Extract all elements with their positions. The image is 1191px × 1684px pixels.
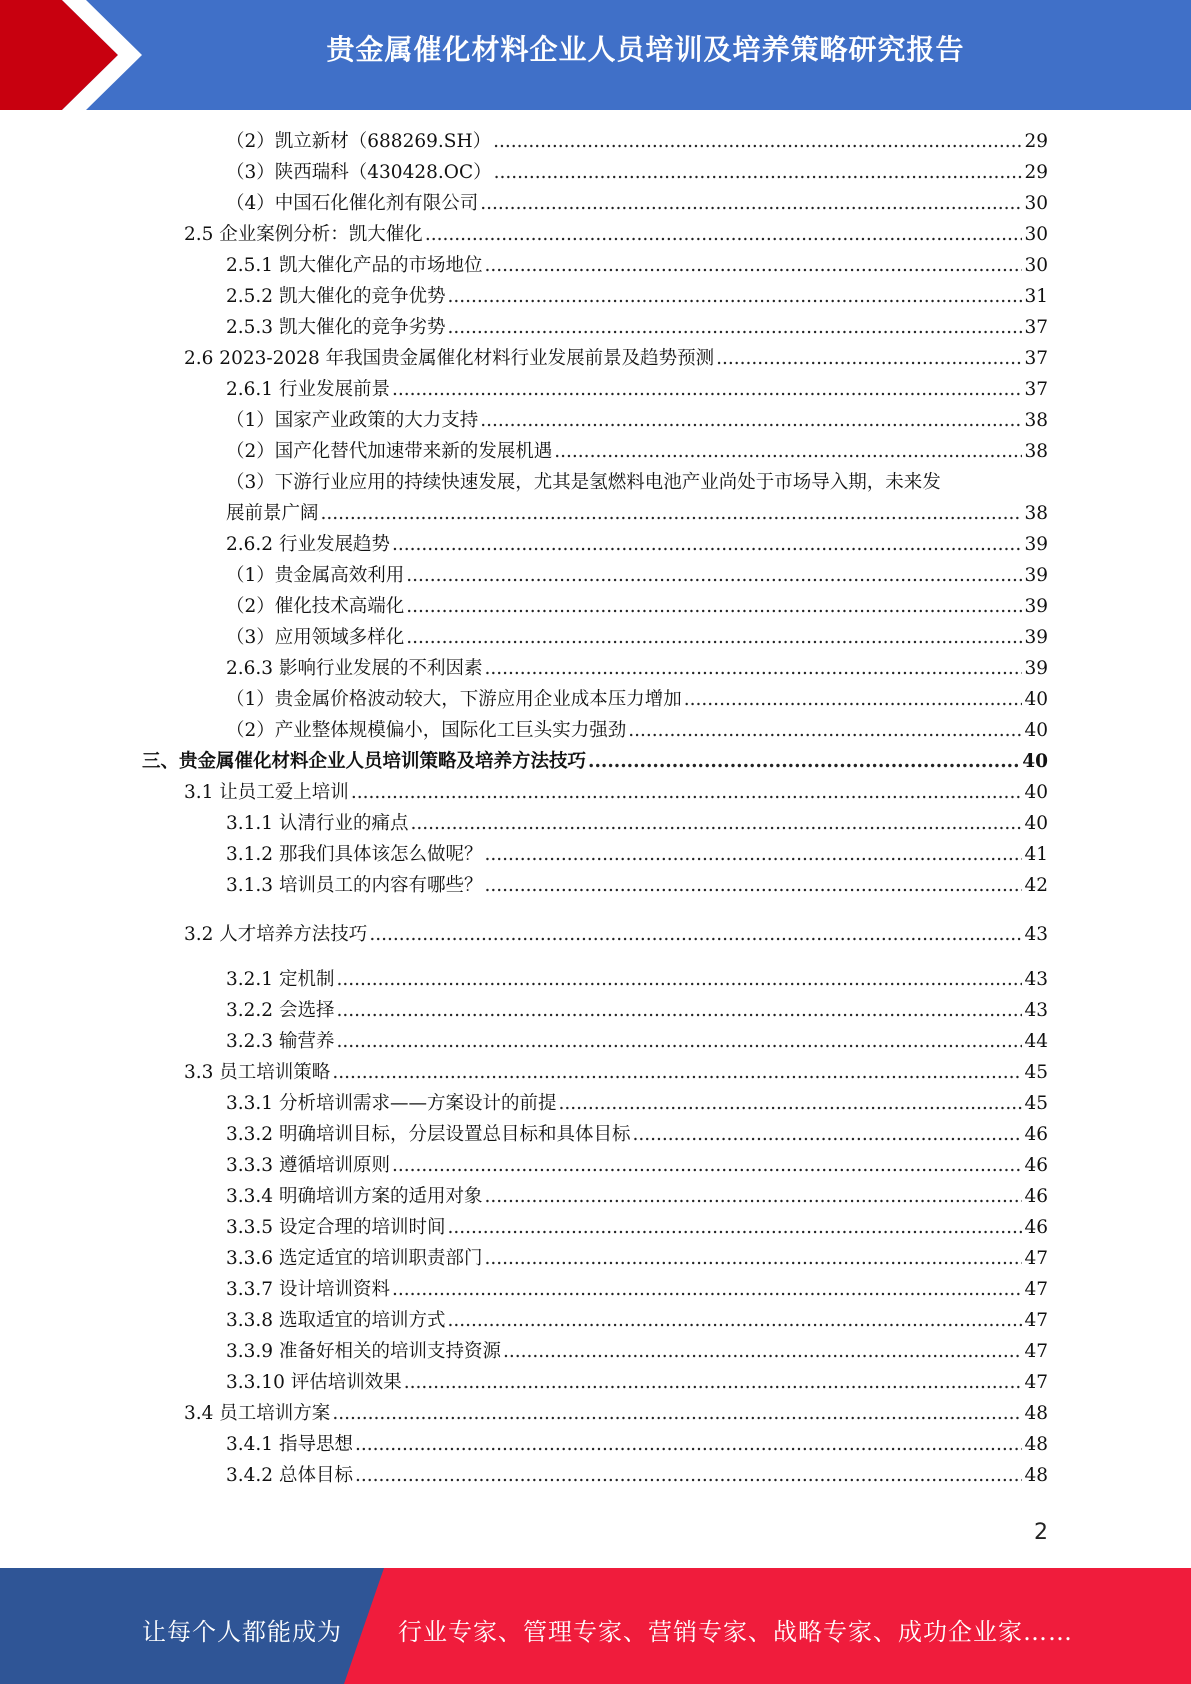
toc-entry[interactable]: （4）中国石化催化剂有限公司 ..... 30 — [226, 192, 1048, 216]
footer-slogan-left: 让每个人都能成为 — [142, 1618, 342, 1646]
toc-entry[interactable]: 2.5 企业案例分析：凯大催化 ..... 30 — [184, 223, 1048, 247]
toc-entry[interactable]: 3.4.2 总体目标 ..... 48 — [226, 1464, 1048, 1488]
page-header — [0, 0, 1191, 110]
toc-leader — [406, 564, 1022, 588]
toc-leader — [321, 502, 1023, 526]
toc-entry[interactable]: （2）产业整体规模偏小，国际化工巨头实力强劲 ..... 40 — [226, 719, 1048, 743]
toc-entry[interactable]: 3.3.7 设计培训资料 ..... 47 — [226, 1278, 1048, 1302]
toc-leader — [336, 968, 1022, 992]
toc-entry[interactable]: 3.3.3 遵循培训原则 ..... 46 — [226, 1154, 1048, 1178]
toc-entry[interactable]: （3）陕西瑞科（430428.OC） ..... 29 — [226, 161, 1048, 185]
toc-leader — [336, 999, 1022, 1023]
page-footer — [0, 1568, 1191, 1684]
toc-entry[interactable]: 2.6.2 行业发展趋势 ..... 39 — [226, 533, 1048, 557]
toc-entry[interactable]: 2.5.1 凯大催化产品的市场地位 ..... 30 — [226, 254, 1048, 278]
toc-entry[interactable]: （1）贵金属价格波动较大，下游应用企业成本压力增加 ..... 40 — [226, 688, 1048, 712]
toc-leader — [336, 1030, 1022, 1054]
toc-leader — [355, 1464, 1023, 1488]
toc-entry[interactable]: 3.3.4 明确培训方案的适用对象 ..... 46 — [226, 1185, 1048, 1209]
toc-leader — [392, 1154, 1022, 1178]
toc-leader — [484, 874, 1022, 898]
toc-leader — [632, 1123, 1022, 1147]
toc-entry[interactable]: 3.3.1 分析培训需求——方案设计的前提 ..... 45 — [226, 1092, 1048, 1116]
toc-leader — [484, 1185, 1022, 1209]
footer-slogan-right: 行业专家、管理专家、营销专家、战略专家、成功企业家…… — [398, 1618, 1073, 1646]
toc-leader — [554, 440, 1022, 464]
toc-leader — [484, 657, 1022, 681]
toc-leader — [588, 750, 1020, 774]
toc-leader — [392, 1278, 1022, 1302]
toc-entry[interactable]: 2.5.2 凯大催化的竞争优势 ..... 31 — [226, 285, 1048, 309]
toc-leader — [494, 161, 1023, 185]
toc-leader — [447, 316, 1022, 340]
toc-leader — [447, 1216, 1022, 1240]
toc-leader — [484, 1247, 1022, 1271]
toc-leader — [406, 595, 1022, 619]
toc-leader — [684, 688, 1023, 712]
toc-entry[interactable]: 3.2.2 会选择 ..... 43 — [226, 999, 1048, 1023]
toc-entry[interactable]: （2）国产化替代加速带来新的发展机遇 ..... 38 — [226, 440, 1048, 464]
toc-leader — [425, 223, 1023, 247]
toc-entry[interactable]: 3.3.8 选取适宜的培训方式 ..... 47 — [226, 1309, 1048, 1333]
toc-entry[interactable]: 3.1.1 认清行业的痛点 ..... 40 — [226, 812, 1048, 836]
toc-entry-first-line[interactable]: （3）下游行业应用的持续快速发展，尤其是氢燃料电池产业尚处于市场导入期，未来发 — [226, 472, 941, 493]
toc-leader — [447, 1309, 1022, 1333]
toc-leader — [404, 1371, 1023, 1395]
toc-leader — [484, 843, 1022, 867]
toc-entry[interactable]: （2）凯立新材（688269.SH） ..... 29 — [226, 130, 1048, 154]
toc-entry[interactable]: （3）应用领域多样化 ..... 39 — [226, 626, 1048, 650]
toc-leader — [369, 923, 1022, 947]
toc-entry[interactable]: （1）国家产业政策的大力支持 ..... 38 — [226, 409, 1048, 433]
toc-entry[interactable]: 3.3 员工培训策略 ..... 45 — [184, 1061, 1048, 1085]
toc-leader — [628, 719, 1022, 743]
toc-leader — [332, 1061, 1022, 1085]
report-title: 贵金属催化材料企业人员培训及培养策略研究报告 — [326, 33, 965, 66]
toc-leader — [447, 285, 1022, 309]
toc-entry[interactable]: 3.3.9 准备好相关的培训支持资源 ..... 47 — [226, 1340, 1048, 1364]
toc-entry[interactable]: 3.3.10 评估培训效果 ..... 47 — [226, 1371, 1048, 1395]
toc-leader — [480, 409, 1022, 433]
toc-entry[interactable]: 3.2 人才培养方法技巧 ..... 43 — [184, 923, 1048, 947]
toc-leader — [493, 130, 1022, 154]
toc-entry[interactable]: 2.6.3 影响行业发展的不利因素 ..... 39 — [226, 657, 1048, 681]
toc-entry[interactable]: 展前景广阔 ..... 38 — [226, 502, 1048, 526]
toc-entry[interactable]: 2.5.3 凯大催化的竞争劣势 ..... 37 — [226, 316, 1048, 340]
toc-entry[interactable]: 3.3.5 设定合理的培训时间 ..... 46 — [226, 1216, 1048, 1240]
page-number: 2 — [1034, 1520, 1048, 1545]
toc-leader — [406, 626, 1022, 650]
toc-leader — [392, 533, 1022, 557]
toc-leader — [355, 1433, 1023, 1457]
toc-entry[interactable]: 3.1.2 那我们具体该怎么做呢？ ..... 41 — [226, 843, 1048, 867]
toc-leader — [503, 1340, 1022, 1364]
toc-leader — [716, 347, 1022, 371]
toc-entry[interactable]: 3.1.3 培训员工的内容有哪些？ ..... 42 — [226, 874, 1048, 898]
toc-leader — [484, 254, 1022, 278]
toc-entry[interactable]: 2.6.1 行业发展前景 ..... 37 — [226, 378, 1048, 402]
toc-leader — [410, 812, 1022, 836]
toc-entry[interactable]: 3.1 让员工爱上培训 ..... 40 — [184, 781, 1048, 805]
toc-entry[interactable]: 3.2.1 定机制 ..... 43 — [226, 968, 1048, 992]
toc-entry[interactable]: 2.6 2023-2028 年我国贵金属催化材料行业发展前景及趋势预测 ..... 37 — [184, 347, 1048, 371]
toc-entry[interactable]: 3.4 员工培训方案 ..... 48 — [184, 1402, 1048, 1426]
toc-leader — [392, 378, 1022, 402]
toc-entry[interactable]: （2）催化技术高端化 ..... 39 — [226, 595, 1048, 619]
toc-leader — [332, 1402, 1022, 1426]
toc-entry[interactable]: 3.4.1 指导思想 ..... 48 — [226, 1433, 1048, 1457]
toc-leader — [351, 781, 1023, 805]
toc-leader — [480, 192, 1022, 216]
toc-entry[interactable]: 3.2.3 输营养 ..... 44 — [226, 1030, 1048, 1054]
toc-chapter-entry[interactable]: 三、贵金属催化材料企业人员培训策略及培养方法技巧 ..... 40 — [142, 750, 1048, 774]
toc-entry[interactable]: 3.3.6 选定适宜的培训职责部门 ..... 47 — [226, 1247, 1048, 1271]
toc-entry[interactable]: （1）贵金属高效利用 ..... 39 — [226, 564, 1048, 588]
toc-leader — [558, 1092, 1022, 1116]
toc-entry[interactable]: 3.3.2 明确培训目标，分层设置总目标和具体目标 ..... 46 — [226, 1123, 1048, 1147]
